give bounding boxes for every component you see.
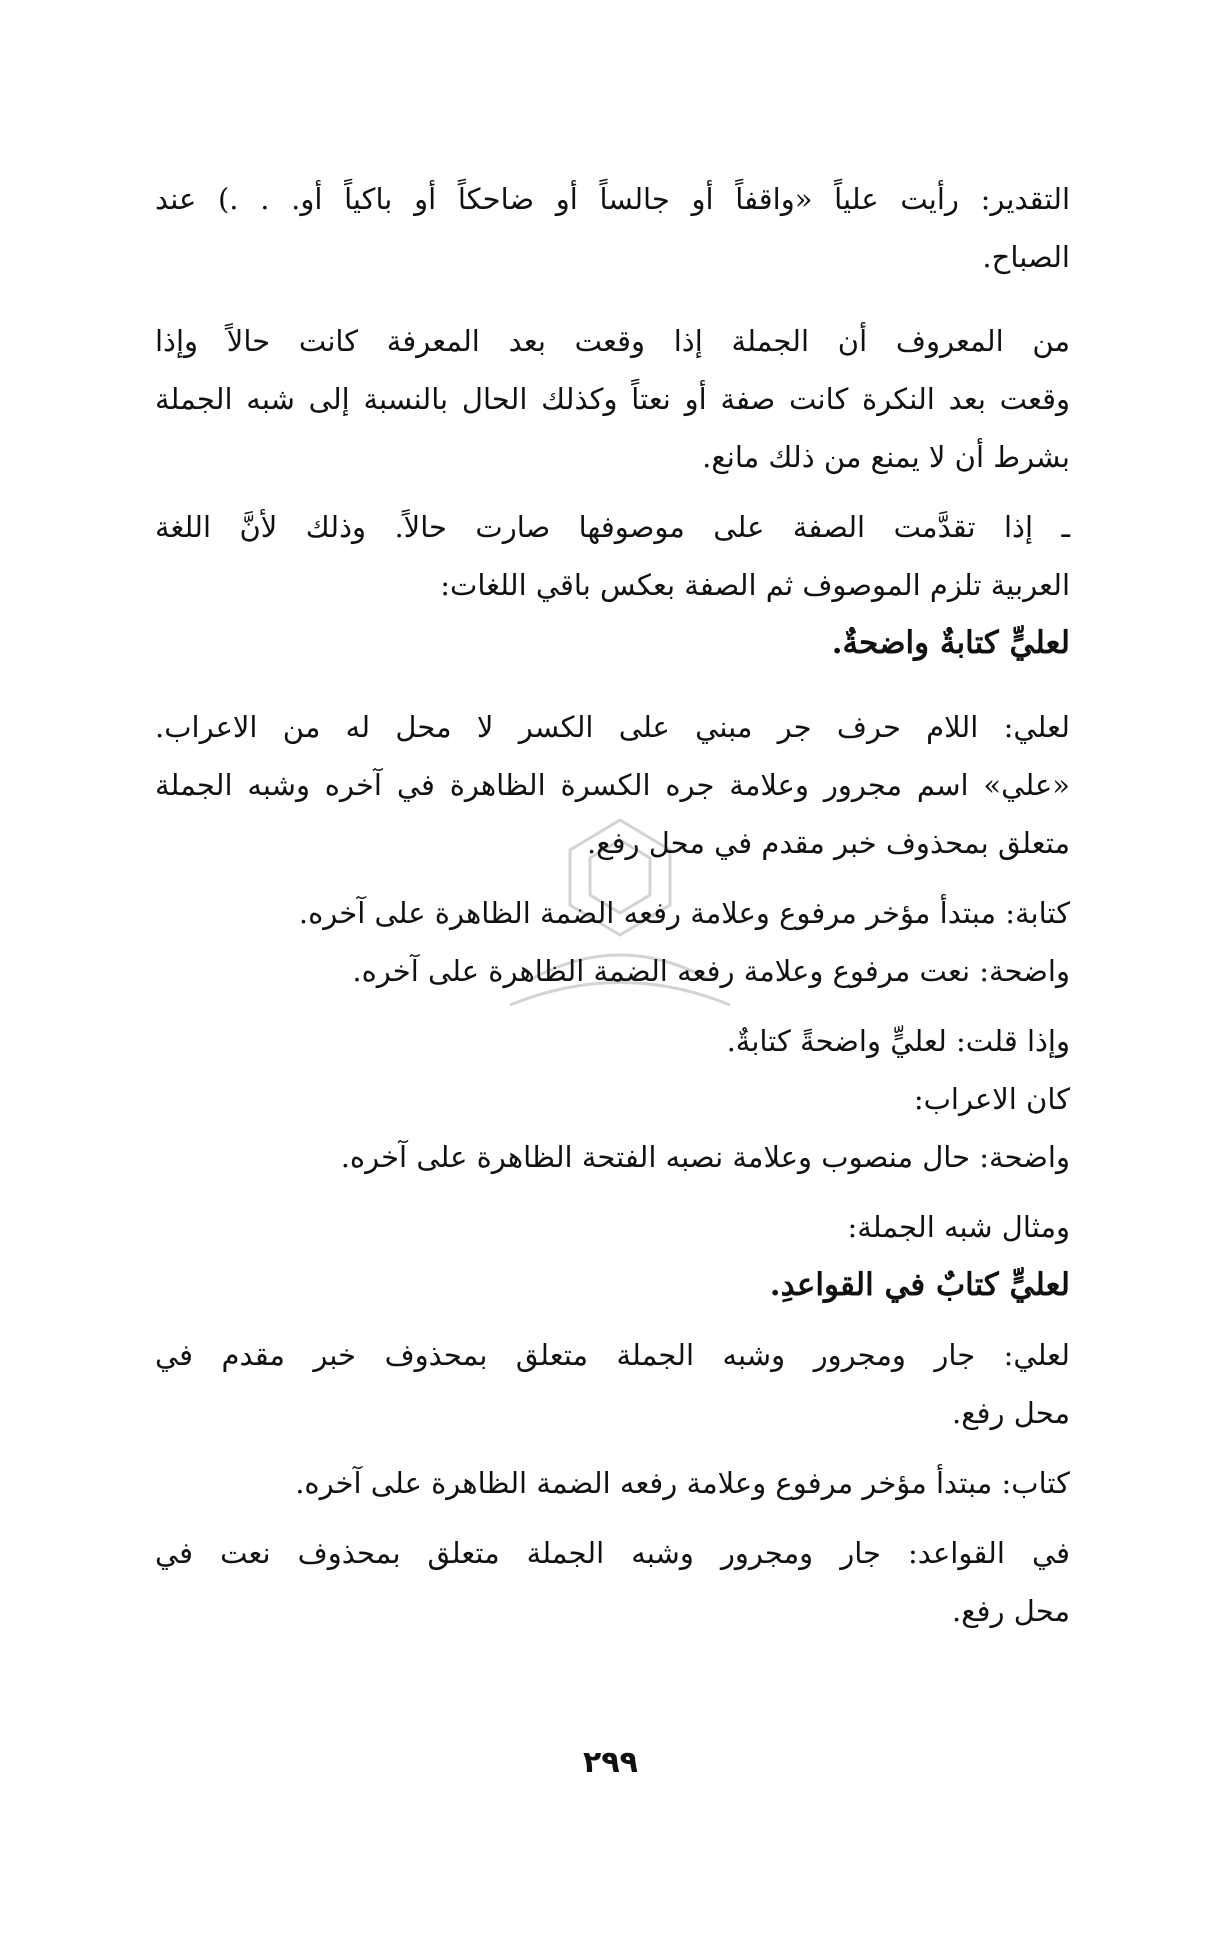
text-line-11: متعلق بمحذوف خبر مقدم في محل رفع.	[586, 826, 1070, 860]
text-line-9: لعلي: اللام حرف جر مبني على الكسر لا محل له من الاعراب.	[155, 710, 1070, 744]
text-line-13: واضحة: نعت مرفوع وعلامة رفعه الضمة الظاهرة على آخره.	[352, 954, 1070, 988]
text-line-2: الصباح.	[982, 240, 1070, 274]
text-line-15: كان الاعراب:	[913, 1082, 1070, 1116]
text-line-23: محل رفع.	[952, 1594, 1070, 1628]
text-line-20: محل رفع.	[952, 1396, 1070, 1430]
body-text	[155, 170, 1070, 1640]
text-line-1: التقدير: رأيت علياً «واقفاً أو جالساً أو ضاحكاً أو باكياً أو. . .) عند	[155, 182, 1070, 216]
text-line-19: لعلي: جار ومجرور وشبه الجملة متعلق بمحذوف خبر مقدم في	[155, 1338, 1070, 1372]
text-line-3: من المعروف أن الجملة إذا وقعت بعد المعرفة كانت حالاً وإذا	[155, 324, 1070, 358]
text-line-22: في القواعد: جار ومجرور وشبه الجملة متعلق بمحذوف نعت في	[155, 1536, 1070, 1570]
text-line-4: وقعت بعد النكرة كانت صفة أو نعتاً وكذلك الحال بالنسبة إلى شبه الجملة	[155, 382, 1070, 416]
text-line-17: ومثال شبه الجملة:	[847, 1210, 1070, 1244]
page-number: ٢٩٩	[583, 1745, 638, 1780]
text-line-5: بشرط أن لا يمنع من ذلك مانع.	[702, 440, 1070, 474]
text-line-7: العربية تلزم الموصوف ثم الصفة بعكس باقي اللغات:	[440, 568, 1070, 602]
example-line-2: لعليٍّ كتابٌ في القواعدِ.	[769, 1267, 1070, 1303]
text-line-21: كتاب: مبتدأ مؤخر مرفوع وعلامة رفعه الضمة الظاهرة على آخره.	[295, 1466, 1070, 1500]
text-line-14: وإذا قلت: لعليٍّ واضحةً كتابةٌ.	[726, 1024, 1070, 1058]
text-line-6: ـ إذا تقدَّمت الصفة على موصوفها صارت حالاً. وذلك لأنَّ اللغة	[155, 510, 1070, 544]
text-line-10: «علي» اسم مجرور وعلامة جره الكسرة الظاهرة في آخره وشبه الجملة	[155, 768, 1070, 802]
text-line-12: كتابة: مبتدأ مؤخر مرفوع وعلامة رفعه الضمة الظاهرة على آخره.	[298, 896, 1070, 930]
text-line-16: واضحة: حال منصوب وعلامة نصبه الفتحة الظاهرة على آخره.	[340, 1140, 1070, 1174]
example-line-1: لعليٍّ كتابةٌ واضحةٌ.	[831, 625, 1070, 661]
